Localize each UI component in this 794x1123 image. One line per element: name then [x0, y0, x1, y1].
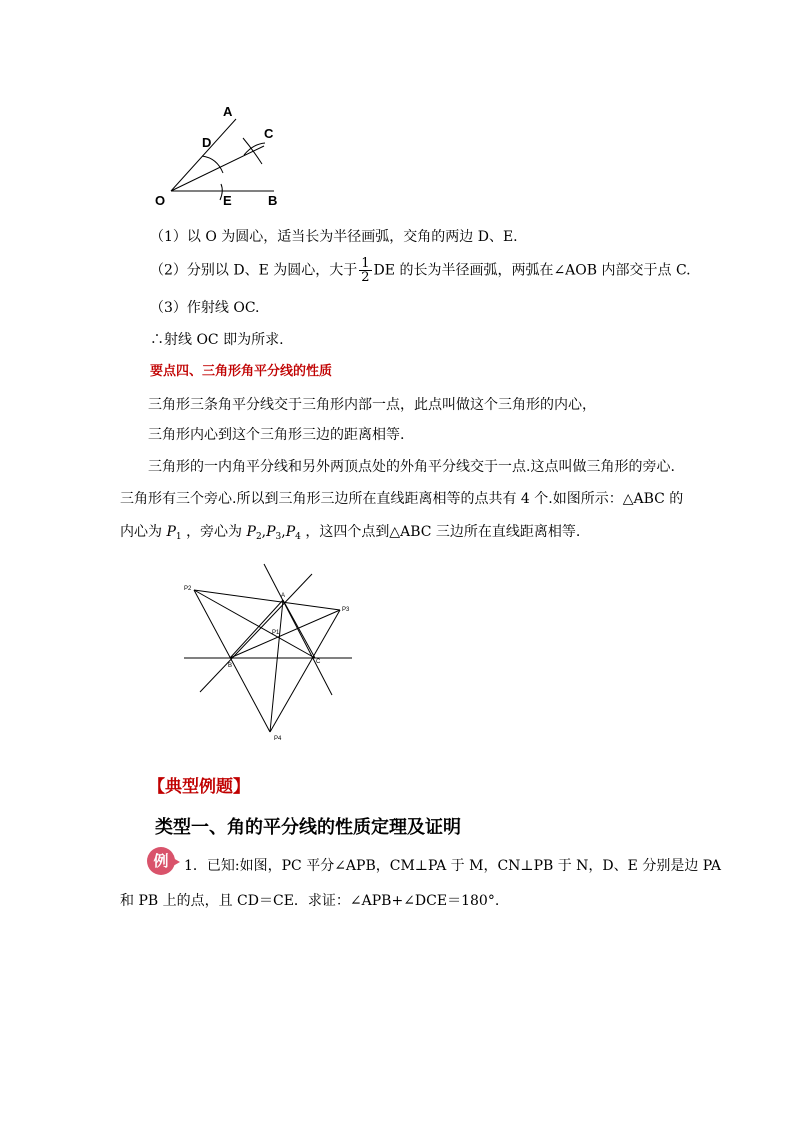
label-e: E — [223, 193, 232, 208]
label-p4: P4 — [274, 736, 282, 742]
paragraph-5-b: ，旁心为 — [186, 524, 243, 540]
label-c: C — [316, 659, 321, 665]
paragraph-2: 三角形内心到这个三角形三边的距离相等. — [148, 427, 405, 443]
section-heading: 要点四、三角形角平分线的性质 — [150, 364, 333, 379]
incenter-excenter-figure — [180, 560, 360, 745]
type-one-heading: 类型一、角的平分线的性质定理及证明 — [155, 817, 461, 838]
fraction-denominator: 2 — [361, 270, 370, 285]
ray-oc — [171, 146, 264, 191]
paragraph-5: 内心为 $P_1$ ，旁心为 $P_2,P_3,P_4$ ，这四个点到△ABC 三边所在直线距离相等. — [120, 524, 581, 542]
example-1-line-1: 1．已知:如图，PC 平分∠APB，CM⊥PA 于 M，CN⊥PB 于 N，D、E 分别是边 PA — [184, 858, 722, 874]
step-3: （3）作射线 OC. — [150, 300, 260, 316]
label-a: A — [223, 104, 233, 119]
examples-heading: 【典型例题】 — [148, 777, 250, 797]
label-a: A — [281, 593, 286, 599]
paragraph-5-a: 内心为 — [120, 524, 162, 540]
arc-e — [220, 184, 222, 200]
line-p2-p3 — [194, 590, 340, 610]
paragraph-1: 三角形三条角平分线交于三角形内部一点，此点叫做这个三角形的内心， — [148, 397, 596, 413]
label-b: B — [268, 193, 278, 208]
label-p3: P3 — [342, 607, 350, 613]
fraction-half — [359, 257, 371, 284]
paragraph-4: 三角形有三个旁心.所以到三角形三边所在直线距离相等的点共有 4 个.如图所示：△ABC 的 — [120, 491, 684, 507]
step-2 — [150, 257, 691, 284]
step-2-pre: （2）分别以 D、E 为圆心，大于 — [150, 262, 358, 279]
paragraph-5-c: ，这四个点到△ABC 三边所在直线距离相等. — [305, 524, 581, 540]
example-badge-tail — [173, 858, 180, 866]
step-1: （1）以 O 为圆心，适当长为半径画弧，交角的两边 D、E. — [150, 229, 518, 245]
label-b: B — [228, 663, 233, 669]
label-d: D — [202, 135, 212, 150]
example-badge: 例 — [147, 847, 175, 875]
angle-bisector-figure — [150, 100, 290, 212]
example-1-line-2: 和 PB 上的点，且 CD＝CE．求证：∠APB+∠DCE＝180°. — [120, 893, 500, 909]
step-2-post: DE 的长为半径画弧，两弧在∠AOB 内部交于点 C. — [373, 262, 691, 279]
fraction-numerator: 1 — [361, 256, 370, 271]
label-p1: P1 — [272, 630, 280, 636]
label-c: C — [264, 126, 274, 141]
conclusion: ∴射线 OC 即为所求. — [150, 332, 284, 348]
bisector-b — [230, 610, 340, 658]
arc-from-d — [243, 138, 262, 164]
ray-oa — [171, 119, 236, 191]
segment-b-a — [230, 600, 283, 658]
paragraph-3: 三角形的一内角平分线和另外两顶点处的外角平分线交于一点.这点叫做三角形的旁心. — [148, 459, 675, 475]
label-p2: P2 — [184, 586, 192, 592]
label-o: O — [155, 193, 166, 208]
